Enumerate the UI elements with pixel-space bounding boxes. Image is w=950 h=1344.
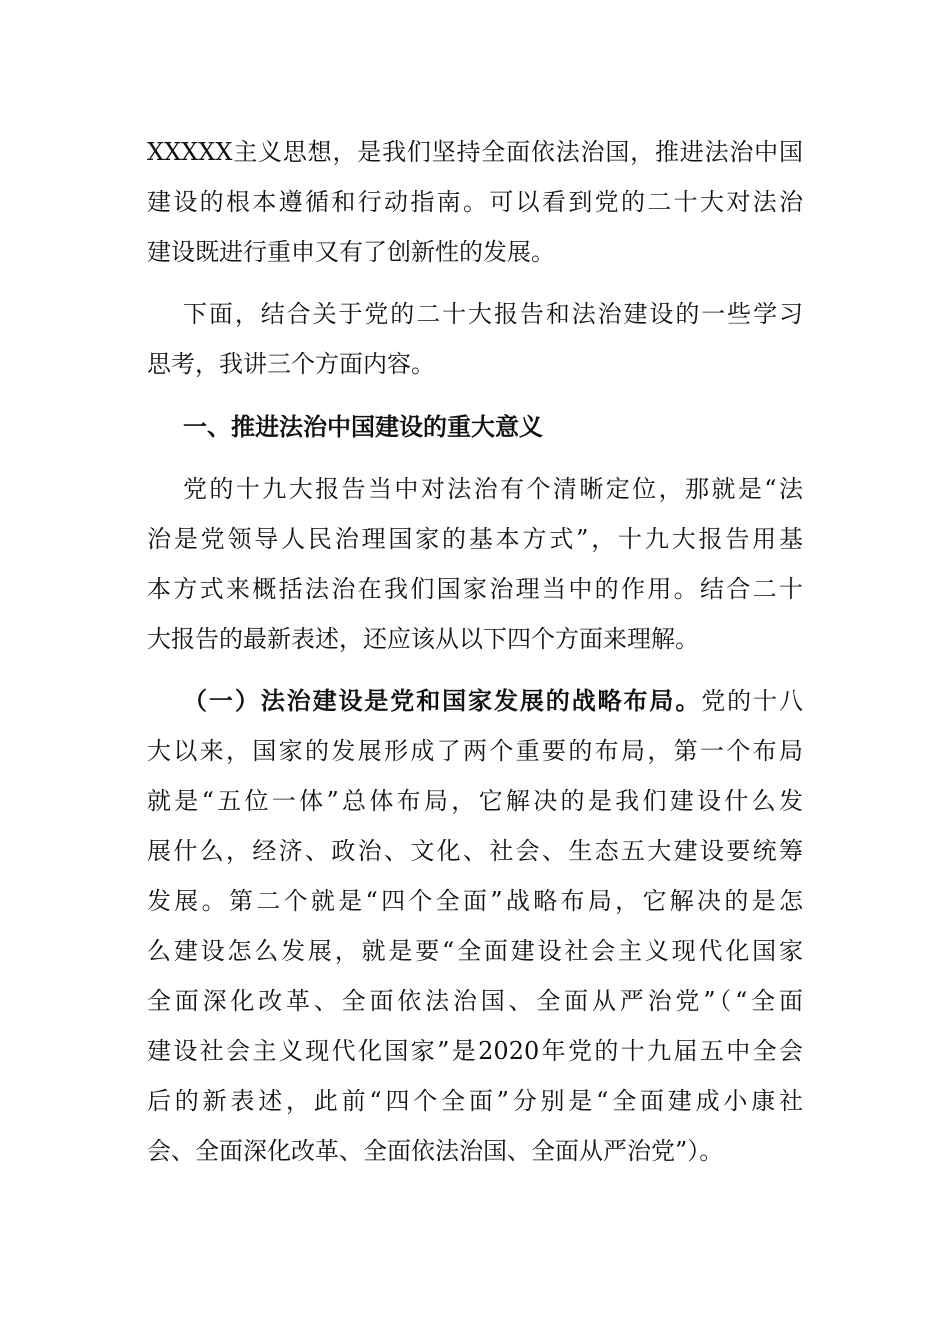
paragraph-4-line-8: 建设社会主义现代化国家”是2020年党的十九届五中全会 [147,1037,803,1065]
paragraph-4-line-10: 会、全面深化改革、全面依法治国、全面从严治党”）。 [147,1137,724,1165]
paragraph-2-line-1: 下面，结合关于党的二十大报告和法治建设的一些学习 [183,300,803,328]
paragraph-3-line-1: 党的十九大报告当中对法治有个清晰定位，那就是“法 [183,475,803,503]
paragraph-3-line-3: 本方式来概括法治在我们国家治理当中的作用。结合二十 [147,575,803,603]
paragraph-1-line-1: XXXXX主义思想，是我们坚持全面依法治国，推进法治中国 [147,138,803,166]
paragraph-4-line-6: 么建设怎么发展，就是要“全面建设社会主义现代化国家 [147,937,803,965]
paragraph-1-line-2: 建设的根本遵循和行动指南。可以看到党的二十大对法治 [147,188,803,216]
paragraph-4-line-4: 展什么，经济、政治、文化、社会、生态五大建设要统筹 [147,837,803,865]
paragraph-2-line-2: 思考，我讲三个方面内容。 [147,350,435,378]
paragraph-4-line-2: 大以来，国家的发展形成了两个重要的布局，第一个布局 [147,737,803,765]
paragraph-4-line-3: 就是“五位一体”总体布局，它解决的是我们建设什么发 [147,787,803,815]
paragraph-4-line-7: 全面深化改革、全面依法治国、全面从严治党”（“全面 [147,987,803,1015]
paragraph-3-line-2: 治是党领导人民治理国家的基本方式”，十九大报告用基 [147,525,803,553]
paragraph-3-line-4: 大报告的最新表述，还应该从以下四个方面来理解。 [147,625,699,653]
paragraph-4-line-1-rest: 党的十八 [701,687,804,715]
paragraph-4-line-9: 后的新表述，此前“四个全面”分别是“全面建成小康社 [147,1087,803,1115]
section-heading-1: 一、推进法治中国建设的重大意义 [183,413,543,441]
subsection-heading-1: （一）法治建设是党和国家发展的战略布局。 [183,687,702,715]
paragraph-4-line-1 [183,681,803,721]
paragraph-1-line-3: 建设既进行重申又有了创新性的发展。 [147,238,555,266]
paragraph-4-line-5: 发展。第二个就是“四个全面”战略布局，它解决的是怎 [147,887,803,915]
